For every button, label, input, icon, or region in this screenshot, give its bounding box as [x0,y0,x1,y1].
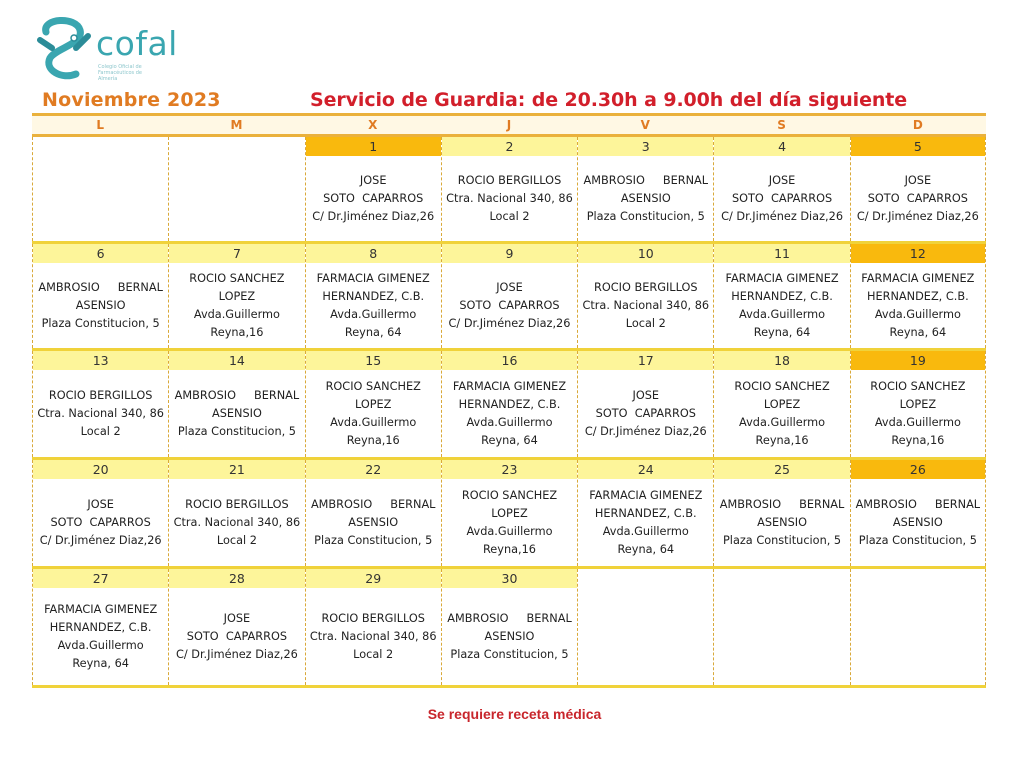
pharmacy-info [169,588,304,685]
calendar-week [32,137,986,244]
day-cell [713,244,849,348]
day-cell [441,460,577,566]
day-number: 28 [169,569,304,588]
pharmacy-name: ROCIO BERGILLOS [48,388,153,402]
pharmacy-info [169,137,304,241]
pharmacy-info [442,370,577,457]
pharmacy-detail: LOPEZ [218,289,256,303]
pharmacy-detail: ASENSIO [620,191,671,205]
day-number: 22 [306,460,441,479]
pharmacy-detail: ASENSIO [211,406,262,420]
day-cell [32,244,168,348]
pharmacy-name: JOSE [223,611,251,625]
day-cell [850,351,986,457]
pharmacy-detail: C/ Dr.Jiménez Diaz,26 [721,209,844,223]
pharmacy-name: ROCIO SANCHEZ [189,271,285,285]
day-number: 29 [306,569,441,588]
day-cell [441,244,577,348]
pharmacy-name: AMBROSIO BERNAL [719,497,845,511]
day-cell [713,569,849,685]
day-cell [577,569,713,685]
day-number: 4 [714,137,849,156]
pharmacy-name: FARMACIA GIMENEZ [725,271,839,285]
pharmacy-detail: LOPEZ [491,506,528,520]
pharmacy-detail: ASENSIO [348,515,399,529]
day-cell [577,460,713,566]
day-number [578,569,713,588]
pharmacy-detail: Reyna,16 [755,433,809,447]
weekday-saturday: S [777,118,786,132]
pharmacy-name: JOSE [904,173,932,187]
day-cell [168,460,304,566]
day-cell [850,244,986,348]
pharmacy-detail: Ctra. Nacional 340, 86 [173,515,301,529]
weekday-sunday: D [912,118,923,132]
pharmacy-detail: ASENSIO [757,515,807,529]
pharmacy-info [442,156,577,241]
calendar-weeks [32,137,986,688]
pharmacy-detail: Local 2 [353,647,394,661]
day-cell [305,351,441,457]
pharmacy-info [578,479,713,566]
calendar-week [32,460,986,569]
pharmacy-info [851,588,985,685]
pharmacy-detail: Local 2 [625,316,666,330]
pharmacy-info [306,479,441,566]
pharmacy-detail: Avda.Guillermo [739,415,826,429]
pharmacy-name: AMBROSIO BERNAL [855,497,981,511]
day-cell [168,569,304,685]
pharmacy-detail: Plaza Constitucion, 5 [723,533,842,547]
pharmacy-detail: C/ Dr.Jiménez Diaz,26 [39,533,162,547]
day-number: 2 [442,137,577,156]
pharmacy-info [714,479,849,566]
pharmacy-detail: SOTO CAPARROS [186,629,288,643]
pharmacy-info [851,370,985,457]
day-number: 18 [714,351,849,370]
pharmacy-info [169,263,304,348]
pharmacy-detail: Avda.Guillermo [466,524,553,538]
pharmacy-name: JOSE [768,173,796,187]
pharmacy-info [714,156,849,241]
day-number: 20 [33,460,168,479]
pharmacy-detail: Avda.Guillermo [874,415,961,429]
pharmacy-detail: Ctra. Nacional 340, 86 [446,191,573,205]
pharmacy-info [306,156,441,241]
pharmacy-detail: Avda.Guillermo [602,524,689,538]
pharmacy-detail: SOTO CAPARROS [595,406,696,420]
pharmacy-detail: Avda.Guillermo [193,307,280,321]
pharmacy-detail: HERNANDEZ, C.B. [867,289,969,303]
pharmacy-info [714,263,849,348]
pharmacy-info [306,370,441,457]
pharmacy-name: ROCIO SANCHEZ [461,488,558,502]
pharmacy-name: AMBROSIO BERNAL [174,388,300,402]
pharmacy-name: FARMACIA GIMENEZ [861,271,975,285]
pharmacy-detail: SOTO CAPARROS [50,515,151,529]
pharmacy-detail: Reyna,16 [210,325,264,339]
pharmacy-detail: Plaza Constitucion, 5 [177,424,296,438]
day-number: 24 [578,460,713,479]
pharmacy-name: JOSE [87,497,114,511]
pharmacy-detail: Reyna, 64 [753,325,811,339]
pharmacy-detail: Plaza Constitucion, 5 [858,533,977,547]
pharmacy-info [33,479,168,566]
pharmacy-detail: HERNANDEZ, C.B. [458,397,561,411]
day-number: 7 [169,244,304,263]
weekday-tuesday: M [230,118,243,132]
day-cell [32,137,168,241]
pharmacy-detail: Avda.Guillermo [330,415,417,429]
pharmacy-detail: Plaza Constitucion, 5 [586,209,705,223]
pharmacy-detail: Local 2 [80,424,121,438]
day-cell [713,460,849,566]
pharmacy-detail: Plaza Constitucion, 5 [450,647,569,661]
pharmacy-name: ROCIO BERGILLOS [457,173,562,187]
day-number: 14 [169,351,304,370]
pharmacy-detail: Reyna,16 [482,542,536,556]
pharmacy-name: ROCIO SANCHEZ [325,379,421,393]
day-number: 1 [306,137,441,156]
pharmacy-name: ROCIO BERGILLOS [185,497,289,511]
pharmacy-info [714,588,849,685]
pharmacy-info [578,156,713,241]
calendar-week [32,569,986,688]
pharmacy-detail: Reyna, 64 [617,542,675,556]
pharmacy-info [33,588,168,685]
pharmacy-detail: HERNANDEZ, C.B. [322,289,425,303]
pharmacy-detail: SOTO CAPARROS [731,191,833,205]
day-number: 15 [306,351,441,370]
day-cell [850,460,986,566]
pharmacy-info [851,479,985,566]
pharmacy-detail: Local 2 [489,209,530,223]
pharmacy-detail: SOTO CAPARROS [323,191,424,205]
logo-wordmark: cofal [96,24,178,63]
day-cell [168,137,304,241]
pharmacy-name: JOSE [359,173,387,187]
pharmacy-name: FARMACIA GIMENEZ [316,271,430,285]
day-number: 6 [33,244,168,263]
day-cell [305,460,441,566]
day-cell [577,351,713,457]
pharmacy-name: FARMACIA GIMENEZ [452,379,567,393]
pharmacy-detail: LOPEZ [899,397,937,411]
logo-subtitle: Colegio Oficial de Farmacéuticos de Almería [98,64,142,82]
pharmacy-name: JOSE [632,388,660,402]
pharmacy-detail: SOTO CAPARROS [867,191,968,205]
day-number: 9 [442,244,577,263]
weekday-monday: L [96,118,104,132]
day-cell [850,569,986,685]
pharmacy-name: AMBROSIO BERNAL [447,611,572,625]
pharmacy-info [169,479,304,566]
pharmacy-info [714,370,849,457]
weekday-wednesday: X [368,118,378,132]
day-cell [713,351,849,457]
day-number: 8 [306,244,441,263]
day-number: 3 [578,137,713,156]
pharmacy-info [851,263,985,348]
day-cell [441,137,577,241]
day-cell [32,351,168,457]
pharmacy-detail: C/ Dr.Jiménez Diaz,26 [856,209,979,223]
pharmacy-info [442,479,577,566]
month-label: Noviembre 2023 [42,89,221,111]
day-number [851,569,985,588]
weekday-header [32,113,986,137]
weekday-friday: V [640,118,650,132]
day-number [714,569,849,588]
day-cell [305,244,441,348]
caduceus-logo-icon [36,14,96,84]
day-cell [32,569,168,685]
pharmacy-detail: Ctra. Nacional 340, 86 [309,629,437,643]
pharmacy-detail: Reyna, 64 [72,656,129,670]
day-number: 12 [851,244,985,263]
pharmacy-info [306,263,441,348]
day-number: 16 [442,351,577,370]
day-number: 13 [33,351,168,370]
pharmacy-info [169,370,304,457]
duty-calendar [32,113,986,688]
pharmacy-detail: Avda.Guillermo [57,638,144,652]
day-number: 30 [442,569,577,588]
pharmacy-info [33,370,168,457]
pharmacy-detail: Avda.Guillermo [330,307,417,321]
day-number: 26 [851,460,985,479]
page-title: Servicio de Guardia: de 20.30h a 9.00h del día siguiente [310,89,908,111]
pharmacy-detail: ASENSIO [484,629,535,643]
pharmacy-info [33,263,168,348]
pharmacy-detail: ASENSIO [892,515,943,529]
pharmacy-name: JOSE [496,280,523,294]
pharmacy-detail: C/ Dr.Jiménez Diaz,26 [175,647,298,661]
calendar-week [32,351,986,460]
day-cell [305,137,441,241]
day-number: 10 [578,244,713,263]
pharmacy-detail: SOTO CAPARROS [459,298,560,312]
day-number: 11 [714,244,849,263]
day-number: 5 [851,137,985,156]
pharmacy-info [33,137,168,241]
day-cell [441,351,577,457]
pharmacy-detail: Avda.Guillermo [739,307,826,321]
day-cell [713,137,849,241]
pharmacy-name: AMBROSIO BERNAL [310,497,436,511]
pharmacy-name: ROCIO SANCHEZ [734,379,830,393]
day-number: 19 [851,351,985,370]
day-number: 17 [578,351,713,370]
day-number: 25 [714,460,849,479]
pharmacy-detail: Reyna, 64 [889,325,947,339]
pharmacy-detail: Avda.Guillermo [466,415,553,429]
day-cell [441,569,577,685]
pharmacy-detail: ASENSIO [75,298,126,312]
pharmacy-detail: LOPEZ [763,397,801,411]
pharmacy-detail: C/ Dr.Jiménez Diaz,26 [448,316,571,330]
pharmacy-name: AMBROSIO BERNAL [583,173,709,187]
pharmacy-name: AMBROSIO BERNAL [38,280,163,294]
pharmacy-detail: Reyna, 64 [481,433,538,447]
pharmacy-name: FARMACIA GIMENEZ [589,488,703,502]
pharmacy-name: ROCIO SANCHEZ [870,379,966,393]
pharmacy-detail: Reyna,16 [346,433,400,447]
pharmacy-detail: Local 2 [216,533,257,547]
weekday-thursday: J [506,118,512,132]
prescription-note: Se requiere receta médica [427,706,602,722]
day-number: 23 [442,460,577,479]
pharmacy-info [851,156,985,241]
pharmacy-info [306,588,441,685]
pharmacy-detail: C/ Dr.Jiménez Diaz,26 [312,209,435,223]
calendar-week [32,244,986,351]
pharmacy-detail: Ctra. Nacional 340, 86 [37,406,164,420]
pharmacy-detail: Ctra. Nacional 340, 86 [582,298,710,312]
pharmacy-detail: HERNANDEZ, C.B. [49,620,152,634]
day-cell [168,244,304,348]
pharmacy-info [442,263,577,348]
day-number: 21 [169,460,304,479]
cofal-logo [36,14,206,84]
day-cell [305,569,441,685]
day-cell [850,137,986,241]
pharmacy-info [578,588,713,685]
pharmacy-detail: LOPEZ [354,397,392,411]
pharmacy-name: ROCIO BERGILLOS [594,280,698,294]
pharmacy-detail: Plaza Constitucion, 5 [314,533,433,547]
day-cell [577,137,713,241]
day-number: 27 [33,569,168,588]
pharmacy-detail: Plaza Constitucion, 5 [41,316,160,330]
pharmacy-info [578,263,713,348]
day-cell [168,351,304,457]
pharmacy-info [578,370,713,457]
pharmacy-detail: HERNANDEZ, C.B. [731,289,833,303]
day-cell [32,460,168,566]
pharmacy-detail: C/ Dr.Jiménez Diaz,26 [584,424,707,438]
day-cell [577,244,713,348]
pharmacy-detail: Reyna, 64 [344,325,402,339]
pharmacy-name: ROCIO BERGILLOS [321,611,425,625]
pharmacy-name: FARMACIA GIMENEZ [44,602,158,616]
pharmacy-detail: HERNANDEZ, C.B. [594,506,697,520]
pharmacy-detail: Reyna,16 [891,433,945,447]
pharmacy-info [442,588,577,685]
pharmacy-detail: Avda.Guillermo [874,307,961,321]
